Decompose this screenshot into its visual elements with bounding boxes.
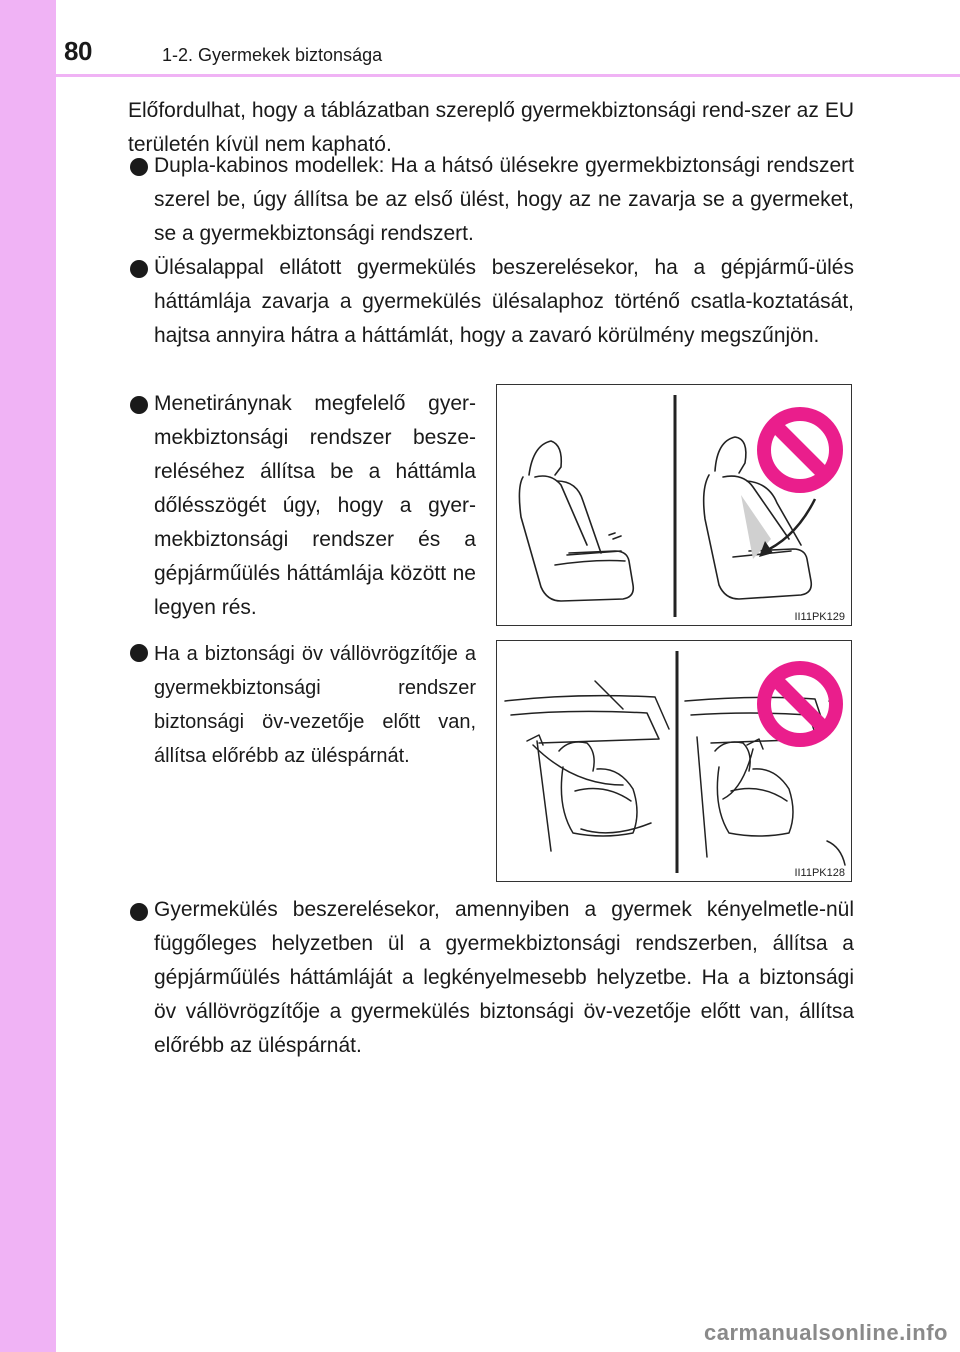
- bullet-text-2: Ülésalappal ellátott gyermekülés beszerelésekor, ha a gépjármű-ülés háttámlája zavarja a gyermekülés ülésalaphoz történő csatla-koztatását, hajtsa annyira hátra a háttámlát, hogy a zavaró körülmény megszűnjön.: [154, 256, 854, 347]
- bullet-dot: [130, 158, 148, 176]
- figure-seat-cushion: [496, 640, 852, 882]
- bullet-text-4: Ha a biztonsági öv vállövrögzítője a gyermekbiztonsági rendszer biztonsági öv-vezetője előtt van, állítsa előrébb az üléspárnát.: [154, 643, 476, 767]
- bullet-dot: [130, 903, 148, 921]
- figure-seat-recline: [496, 384, 852, 626]
- page-number: 80: [64, 36, 92, 66]
- figure-code: II11PK129: [794, 611, 845, 623]
- intro-paragraph: Előfordulhat, hogy a táblázatban szereplő gyermekbiztonsági rend-szer az EU területén kívül nem kapható.: [128, 99, 854, 156]
- bullet-text-5: Gyermekülés beszerelésekor, amennyiben a gyermek kényelmetle-nül függőleges helyzetben ül a gyermekbiztonsági rendszerben, állítsa a gépjárműülés háttámláját a legkényelmesebb helyzetbe. Ha a biztonsági öv vállövrögzítője a gyermekülés biztonsági öv-vezetője előtt van, állítsa előrébb az üléspárnát.: [154, 898, 854, 1057]
- watermark: carmanualsonline.info: [704, 1320, 948, 1345]
- bullet-dot: [130, 260, 148, 278]
- prohibition-icon: [755, 659, 845, 749]
- side-tab-band: [0, 0, 56, 1352]
- section-title: 1-2. Gyermekek biztonsága: [162, 45, 383, 65]
- bullet-dot: [130, 396, 148, 414]
- header-divider: [56, 74, 960, 77]
- prohibition-icon: [755, 405, 845, 495]
- bullet-text-1: Dupla-kabinos modellek: Ha a hátsó ülésekre gyermekbiztonsági rendszert szerel be, úgy állítsa be az első ülést, hogy az ne zavarja se a gyermeket, se a gyermekbiztonsági rendszert.: [154, 154, 854, 245]
- bullet-dot: [130, 644, 148, 662]
- bullet-text-3: Menetiránynak megfelelő gyer-mekbiztonsági rendszer besze-reléséhez állítsa be a háttámla dőlésszögét úgy, hogy a gyer-mekbiztonsági rendszer és a gépjárműülés háttámlája között ne legyen rés.: [154, 392, 476, 619]
- figure-code: II11PK128: [794, 867, 845, 879]
